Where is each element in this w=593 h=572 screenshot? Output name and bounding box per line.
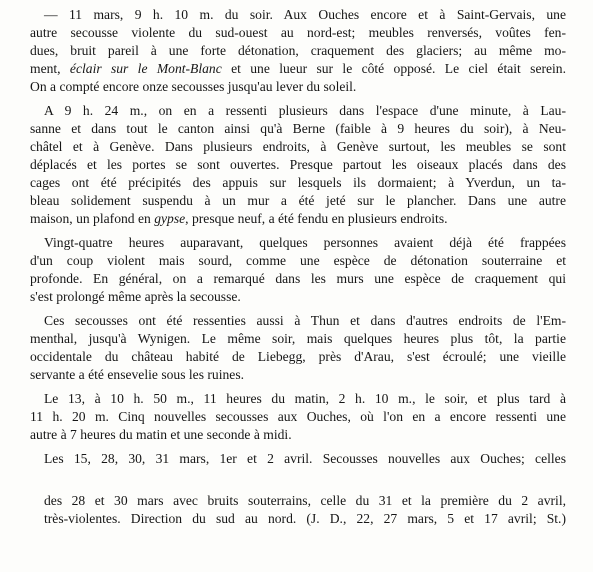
text-line (30, 210, 566, 228)
text-line: — 11 mars, 9 h. 10 m. du soir. Aux Ouches encore et à Saint-Gervais, une (44, 7, 566, 22)
text-line: très-violentes. Direction du sud au nord. (J. D., 22, 27 mars, 5 et 17 avril; St.) (44, 511, 566, 526)
text-run: et une lueur sur le côté opposé. Le ciel était serein. (221, 61, 567, 76)
text-line (30, 60, 566, 78)
text-run: , presque neuf, a été fendu en plusieurs endroits. (185, 211, 448, 226)
text-line: On a compté encore onze secousses jusqu'au lever du soleil. (30, 79, 357, 94)
text-line: menthal, jusqu'à Wynigen. Le même soir, mais quelques heures plus tôt, la partie (30, 331, 566, 346)
text-line: 11 h. 20 m. Cinq nouvelles secousses aux Ouches, où l'on en a encore ressenti une (30, 409, 566, 424)
text-line: Les 15, 28, 30, 31 mars, 1er et 2 avril. Secousses nouvelles aux Ouches; celles (44, 451, 566, 466)
text-line: déplacés et les portes se sont ouvertes. Presque partout les oiseaux placés dans des (30, 157, 566, 172)
text-line: sanne et dans tout le canton ainsi qu'à Berne (faible à 9 heures du soir), à Neu- (30, 121, 566, 136)
text-line: Ces secousses ont été ressenties aussi à Thun et dans d'autres endroits de l'Em- (44, 313, 566, 328)
italic-run: gypse (154, 211, 186, 226)
text-line: Le 13, à 10 h. 50 m., 11 heures du matin, 2 h. 10 m., le soir, et plus tard à (44, 391, 566, 406)
text-line: bleau solidement suspendu à un mur a été jeté sur le plancher. Dans une autre (30, 193, 566, 208)
text-line: autre secousse violente du sud-ouest au nord-est; meubles renversés, voûtes fen- (30, 25, 566, 40)
text-run: maison, un plafond en (30, 211, 155, 226)
text-line: d'un coup violent mais sourd, comme une espèce de détonation souterraine et (30, 253, 566, 268)
text-line: profonde. En général, on a remarqué dans les murs une espèce de craquement qui (30, 271, 566, 286)
text-line: occidentale du château habité de Liebegg, près d'Arau, s'est écroulé; une vieille (30, 349, 566, 364)
text-line: servante a été ensevelie sous les ruines. (30, 367, 245, 382)
text-line: Vingt-quatre heures auparavant, quelques personnes avaient déjà été frappées (44, 235, 566, 250)
text-line: dues, bruit pareil à une forte détonation, craquement des glaciers; au même mo- (30, 43, 566, 58)
italic-run: éclair sur le Mont-Blanc (69, 61, 222, 76)
text-line: s'est prolongé même après la secousse. (30, 289, 241, 304)
text-line: autre à 7 heures du matin et une seconde à midi. (30, 427, 292, 442)
text-line: cages ont été précipités des appuis sur lesquels ils dormaient; à Yverdun, un ta- (30, 175, 566, 190)
text-line: des 28 et 30 mars avec bruits souterrains, celle du 31 et la première du 2 avril, (44, 493, 566, 508)
text-run: ment, (30, 61, 70, 76)
text-line: châtel et à Genève. Dans plusieurs endroits, à Genève surtout, les meubles se sont (30, 139, 566, 154)
text-line: A 9 h. 24 m., on en a ressenti plusieurs dans l'espace d'une minute, à Lau- (44, 103, 566, 118)
